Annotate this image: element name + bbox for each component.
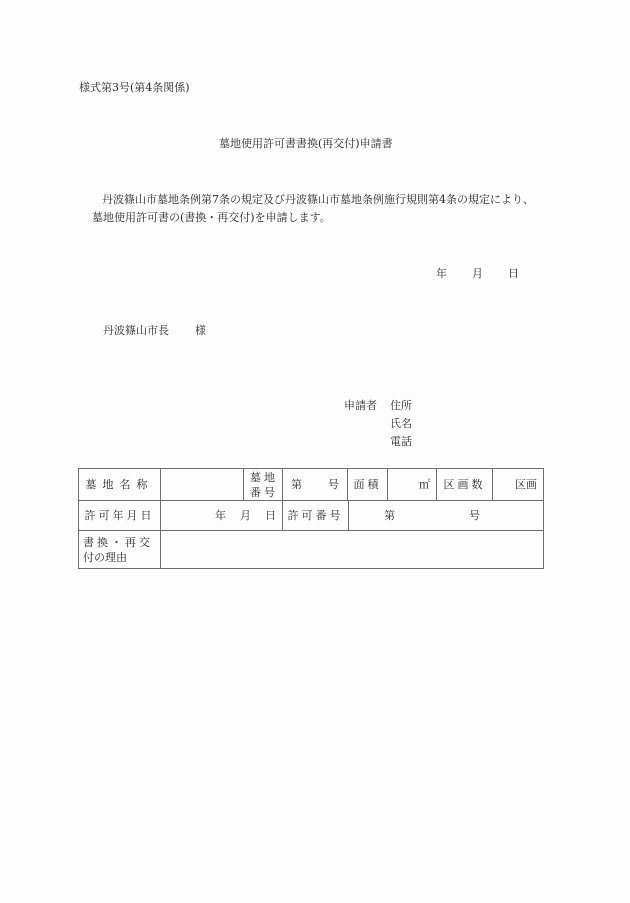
cemetery-name-label-cell xyxy=(79,469,161,501)
applicant-address-label: 住所 xyxy=(390,399,412,412)
area-field[interactable] xyxy=(388,469,437,501)
area-label: 面積 xyxy=(353,478,382,491)
section-count-label: 区画数 xyxy=(443,478,486,491)
document-title: 墓地使用許可書書換(再交付)申請書 xyxy=(219,137,393,150)
permit-number-suffix: 号 xyxy=(469,509,480,522)
cemetery-name-field[interactable] xyxy=(161,469,244,501)
plot-number-label-line2: 番号 xyxy=(250,485,278,499)
plot-number-field[interactable] xyxy=(283,469,348,501)
permit-date-label-cell xyxy=(79,501,161,531)
date-year-label: 年 xyxy=(436,267,447,280)
permit-number-label-cell xyxy=(283,501,349,531)
body-text-line-2: 墓地使用許可書の(書換・再交付)を申請します。 xyxy=(92,211,331,224)
plot-number-label-cell xyxy=(244,469,283,501)
permit-number-label: 許可番号 xyxy=(287,509,344,522)
area-label-cell xyxy=(348,469,388,501)
permit-date-day: 日 xyxy=(265,509,276,522)
section-count-label-cell xyxy=(437,469,493,501)
form-number: 様式第3号(第4条関係) xyxy=(79,81,190,94)
applicant-phone-label: 電話 xyxy=(390,435,412,448)
reason-label-line1: 書換・再交 xyxy=(83,535,153,549)
reason-label-cell xyxy=(79,531,161,568)
date-day-label: 日 xyxy=(508,267,519,280)
section-count-field[interactable] xyxy=(493,469,543,501)
permit-date-field[interactable] xyxy=(161,501,283,531)
applicant-name-label: 氏名 xyxy=(390,417,412,430)
permit-date-year: 年 xyxy=(215,509,226,522)
plot-number-suffix: 号 xyxy=(328,478,339,491)
permit-date-label: 許可年月日 xyxy=(84,509,155,522)
reason-label-line2: 付の理由 xyxy=(83,550,127,564)
addressee-honorific: 様 xyxy=(195,324,206,337)
date-month-label: 月 xyxy=(472,267,483,280)
area-unit: ㎡ xyxy=(419,478,430,491)
applicant-label: 申請者 xyxy=(344,399,377,412)
application-table xyxy=(78,468,544,569)
addressee-name: 丹波篠山市長 xyxy=(103,324,169,337)
permit-number-prefix: 第 xyxy=(384,509,395,522)
section-count-unit: 区画 xyxy=(515,478,537,491)
plot-number-label-line1: 墓地 xyxy=(250,470,278,484)
reason-field[interactable] xyxy=(161,531,543,568)
plot-number-prefix: 第 xyxy=(291,478,302,491)
cemetery-name-label: 墓地名称 xyxy=(85,478,154,491)
body-text-line-1: 丹波篠山市墓地条例第7条の規定及び丹波篠山市墓地条例施行規則第4条の規定により、 xyxy=(102,193,534,206)
permit-number-field[interactable] xyxy=(349,501,543,531)
permit-date-month: 月 xyxy=(240,509,251,522)
